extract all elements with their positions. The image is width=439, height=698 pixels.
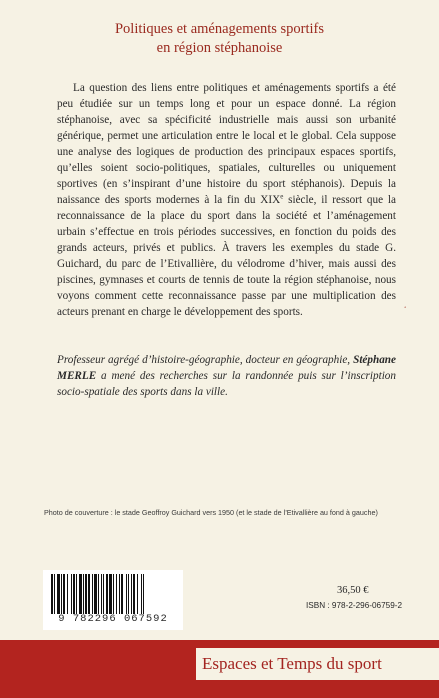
barcode-bar bbox=[76, 574, 77, 614]
book-title bbox=[0, 20, 439, 58]
barcode-bar bbox=[71, 574, 72, 614]
barcode-bar bbox=[119, 574, 120, 614]
barcode-digits: 9 782296 067592 bbox=[58, 613, 168, 625]
barcode-bar bbox=[113, 574, 114, 614]
book-title-line-2: en région stéphanoise bbox=[156, 40, 283, 56]
barcode-bar bbox=[116, 574, 117, 614]
price: 36,50 € bbox=[337, 585, 369, 596]
barcode-bar bbox=[54, 574, 55, 614]
barcode-bar bbox=[133, 574, 135, 614]
barcode-bar bbox=[83, 574, 84, 614]
barcode-bar bbox=[103, 574, 104, 614]
barcode-bars bbox=[51, 574, 175, 614]
barcode-bar bbox=[79, 574, 82, 614]
barcode-bar bbox=[126, 574, 127, 614]
summary-superscript: e bbox=[280, 192, 284, 201]
bio-part-2: a mené des recherches sur la randonnée puis sur l’inscription socio-spatiale des sports dans la ville. bbox=[57, 370, 396, 398]
collection-name: Espaces et Temps du sport bbox=[196, 648, 439, 680]
author-name: Stéphane MERLE bbox=[57, 354, 396, 382]
bio-part-1: Professeur agrégé d’histoire-géographie, docteur en géographie, bbox=[57, 354, 351, 366]
summary-part-2: siècle, il ressort que la reconnaissance de la place du sport dans la société et l’aménagement urbain s’effectue en trois périodes successives, en fonction du poids des grands acteurs, privés et publics. À travers les exemples du stade G. Guichard, du parc de l’Etivallière, du vélodrome d’hiver, mais aussi des piscines, gymnases et courts de tennis de toute la région stéphanoise, nous voyons comment cette reconnaissance passe par une multiplication des acteurs prenant en charge le développement des sports. bbox=[57, 194, 396, 318]
barcode-bar bbox=[106, 574, 108, 614]
summary-part-1: La question des liens entre politiques et aménagements sportifs a été peu étudiée sur un temps long et pour un espace donné. La région stéphanoise, avec sa spécificité industrielle mais aussi son urbanité générique, permet une articulation entre le local et le global. Cela suppose une analyse des logiques de production des principaux espaces sportifs, qu’elles soient socio-politiques, spatiales, culturelles ou uniquement sportives (en s’inspirant d’une histoire du sport stéphanois). Depuis la naissance des sports modernes à la fin du XIX bbox=[57, 82, 396, 206]
barcode-bar bbox=[51, 574, 53, 614]
photo-credit: Photo de couverture : le stade Geoffroy Guichard vers 1950 (et le stade de l’Etivallière au fond à gauche) bbox=[44, 508, 378, 517]
barcode-bar bbox=[141, 574, 142, 614]
barcode-bar bbox=[57, 574, 60, 614]
barcode-bar bbox=[131, 574, 132, 614]
barcode-bar bbox=[101, 574, 102, 614]
barcode-bar bbox=[121, 574, 123, 614]
barcode-bar bbox=[61, 574, 62, 614]
stray-mark: ‘ bbox=[404, 305, 407, 313]
author-bio bbox=[57, 352, 396, 400]
isbn: ISBN : 978-2-296-06759-2 bbox=[306, 601, 403, 610]
barcode-bar bbox=[73, 574, 75, 614]
barcode-bar bbox=[128, 574, 129, 614]
barcode-bar bbox=[137, 574, 138, 614]
barcode-bar bbox=[92, 574, 93, 614]
barcode-bar bbox=[98, 574, 99, 614]
barcode-bar bbox=[88, 574, 90, 614]
barcode-bar bbox=[85, 574, 87, 614]
barcode-bar bbox=[109, 574, 112, 614]
barcode-bar bbox=[67, 574, 68, 614]
summary-text bbox=[57, 80, 396, 320]
barcode-bar bbox=[94, 574, 97, 614]
barcode-bar bbox=[143, 574, 144, 614]
barcode bbox=[43, 570, 183, 630]
book-title-line-1: Politiques et aménagements sportifs bbox=[114, 21, 324, 37]
barcode-bar bbox=[63, 574, 65, 614]
